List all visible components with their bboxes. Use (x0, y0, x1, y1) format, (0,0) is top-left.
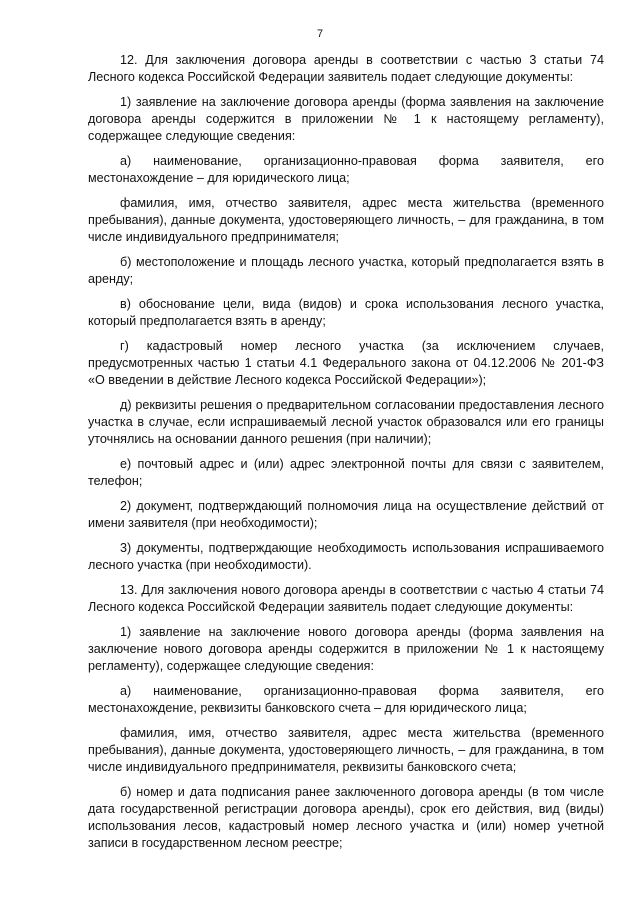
paragraph-13-item-1: 1) заявление на заключение нового договора аренды (форма заявления на заключение нового договора аренды содержится в приложении № 1 к настоящему регламенту), содержащее следующие сведения: (88, 625, 604, 673)
paragraph-12-item-3: 3) документы, подтверждающие необходимость использования испрашиваемого лесного участка (при необходимости). (88, 541, 604, 572)
paragraph-12-item-1b: б) местоположение и площадь лесного участка, который предполагается взять в аренду; (88, 255, 604, 286)
paragraph-13-item-1a-citizen: фамилия, имя, отчество заявителя, адрес места жительства (временного пребывания), данные документа, удостоверяющего личность, – для гражданина, в том числе индивидуального предпринимателя, реквизиты банковского счета; (88, 726, 604, 774)
paragraph-12-intro: 12. Для заключения договора аренды в соответствии с частью 3 статьи 74 Лесного кодекса Российской Федерации заявитель подает следующие документы: (88, 53, 604, 84)
paragraph-13-item-1b: б) номер и дата подписания ранее заключенного договора аренды (в том числе дата государственной регистрации договора аренды), срок его действия, вид (виды) использования лесов, кадастровый номер лесного участка и (или) номер учетной записи в государственном лесном реестре; (88, 785, 604, 850)
paragraph-12-item-1a: а) наименование, организационно-правовая форма заявителя, его местонахождение – для юридического лица; (88, 154, 604, 185)
paragraph-13-item-1a: а) наименование, организационно-правовая форма заявителя, его местонахождение, реквизиты банковского счета – для юридического лица; (88, 684, 604, 715)
paragraph-12-item-1d: д) реквизиты решения о предварительном согласовании предоставления лесного участка в случае, если испрашиваемый лесной участок образовался или его границы уточнялись на основании данного решения (при наличии); (88, 398, 604, 446)
document-body (88, 52, 604, 860)
paragraph-12-item-1g: г) кадастровый номер лесного участка (за исключением случаев, предусмотренных частью 1 статьи 4.1 Федерального закона от 04.12.2006 № 201-ФЗ «О введении в действие Лесного кодекса Российской Федерации»); (88, 339, 604, 387)
paragraph-13-intro: 13. Для заключения нового договора аренды в соответствии с частью 4 статьи 74 Лесного кодекса Российской Федерации заявитель подает следующие документы: (88, 583, 604, 614)
paragraph-12-item-1v: в) обоснование цели, вида (видов) и срока использования лесного участка, который предполагается взять в аренду; (88, 297, 604, 328)
paragraph-12-item-1e: е) почтовый адрес и (или) адрес электронной почты для связи с заявителем, телефон; (88, 457, 604, 488)
paragraph-12-item-2: 2) документ, подтверждающий полномочия лица на осуществление действий от имени заявителя (при необходимости); (88, 499, 604, 530)
paragraph-12-item-1a-citizen: фамилия, имя, отчество заявителя, адрес места жительства (временного пребывания), данные документа, удостоверяющего личность, – для гражданина, в том числе индивидуального предпринимателя; (88, 196, 604, 244)
page-number: 7 (316, 28, 324, 40)
paragraph-12-item-1: 1) заявление на заключение договора аренды (форма заявления на заключение договора аренды содержится в приложении № 1 к настоящему регламенту), содержащее следующие сведения: (88, 95, 604, 143)
